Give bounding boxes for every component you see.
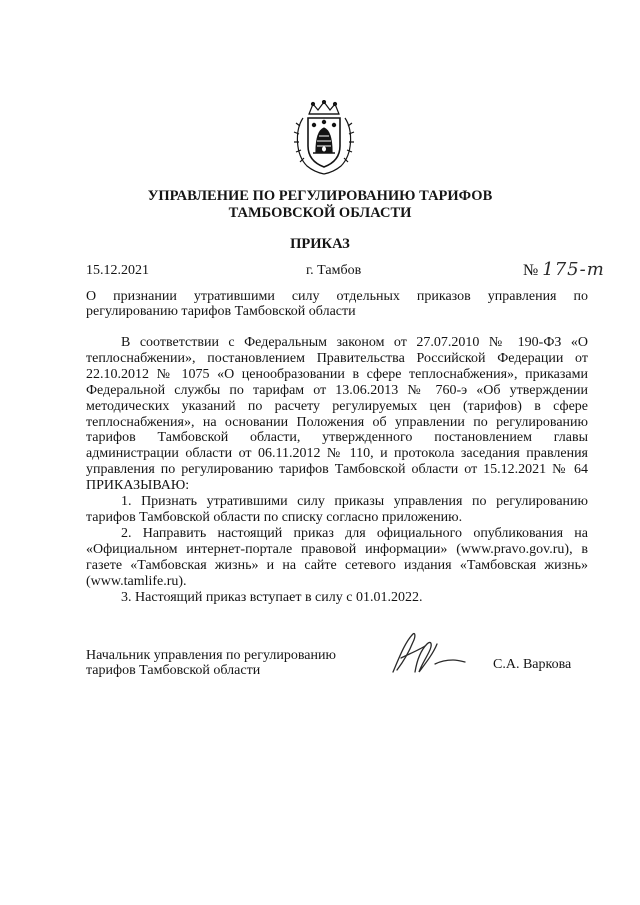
order-city: г. Тамбов [306, 263, 362, 278]
order-item-2: 2. Направить настоящий приказ для официального опубликования на «Официальном интернет-портале правовой информации» (www.pravo.gov.ru), в газете «Тамбовская жизнь» и на сайте сетевого издания «Тамбовская жизнь» (www.tamlife.ru). [86, 525, 588, 589]
organization-name-line1: УПРАВЛЕНИЕ ПО РЕГУЛИРОВАНИЮ ТАРИФОВ [147, 188, 493, 204]
coat-of-arms-emblem [293, 100, 355, 176]
order-number-label [523, 259, 605, 280]
signatory-position-line1: Начальник управления по регулированию [86, 648, 336, 663]
number-prefix: № [523, 262, 539, 279]
order-date: 15.12.2021 [86, 263, 149, 278]
order-body [86, 335, 588, 605]
handwritten-signature [385, 628, 470, 678]
signatory-position [86, 648, 336, 678]
order-item-1: 1. Признать утратившими силу приказы управления по регулированию тарифов Тамбовской области по списку согласно приложению. [86, 494, 588, 525]
organization-name-line2: ТАМБОВСКОЙ ОБЛАСТИ [228, 205, 412, 221]
preamble-paragraph: В соответствии с Федеральным законом от 27.07.2010 № 190-ФЗ «О теплоснабжении», постановлением Правительства Российской Федерации от 22.10.2012 № 1075 «О ценообразовании в сфере теплоснабжения», приказами Федеральной службы по тарифам от 13.06.2013 № 760-э «Об утверждении методических указаний по расчету регулируемых цен (тарифов) в сфере теплоснабжения», на основании Положения об управлении по регулированию тарифов Тамбовской области, утвержденного постановлением главы администрации области от 06.11.2012 № 110, и протокола заседания правления управления по регулированию тарифов Тамбовской области от 15.12.2021 № 64 ПРИКАЗЫВАЮ: [86, 335, 588, 494]
signatory-name: С.А. Варкова [493, 657, 572, 672]
order-number-handwritten: 175-т [542, 259, 605, 280]
order-subject: О признании утратившими силу отдельных приказов управления по регулированию тарифов Тамбовской области [86, 289, 588, 319]
signatory-position-line2: тарифов Тамбовской области [86, 663, 261, 678]
order-item-3: 3. Настоящий приказ вступает в силу с 01.01.2022. [121, 589, 423, 605]
document-type-title: ПРИКАЗ [290, 236, 350, 252]
